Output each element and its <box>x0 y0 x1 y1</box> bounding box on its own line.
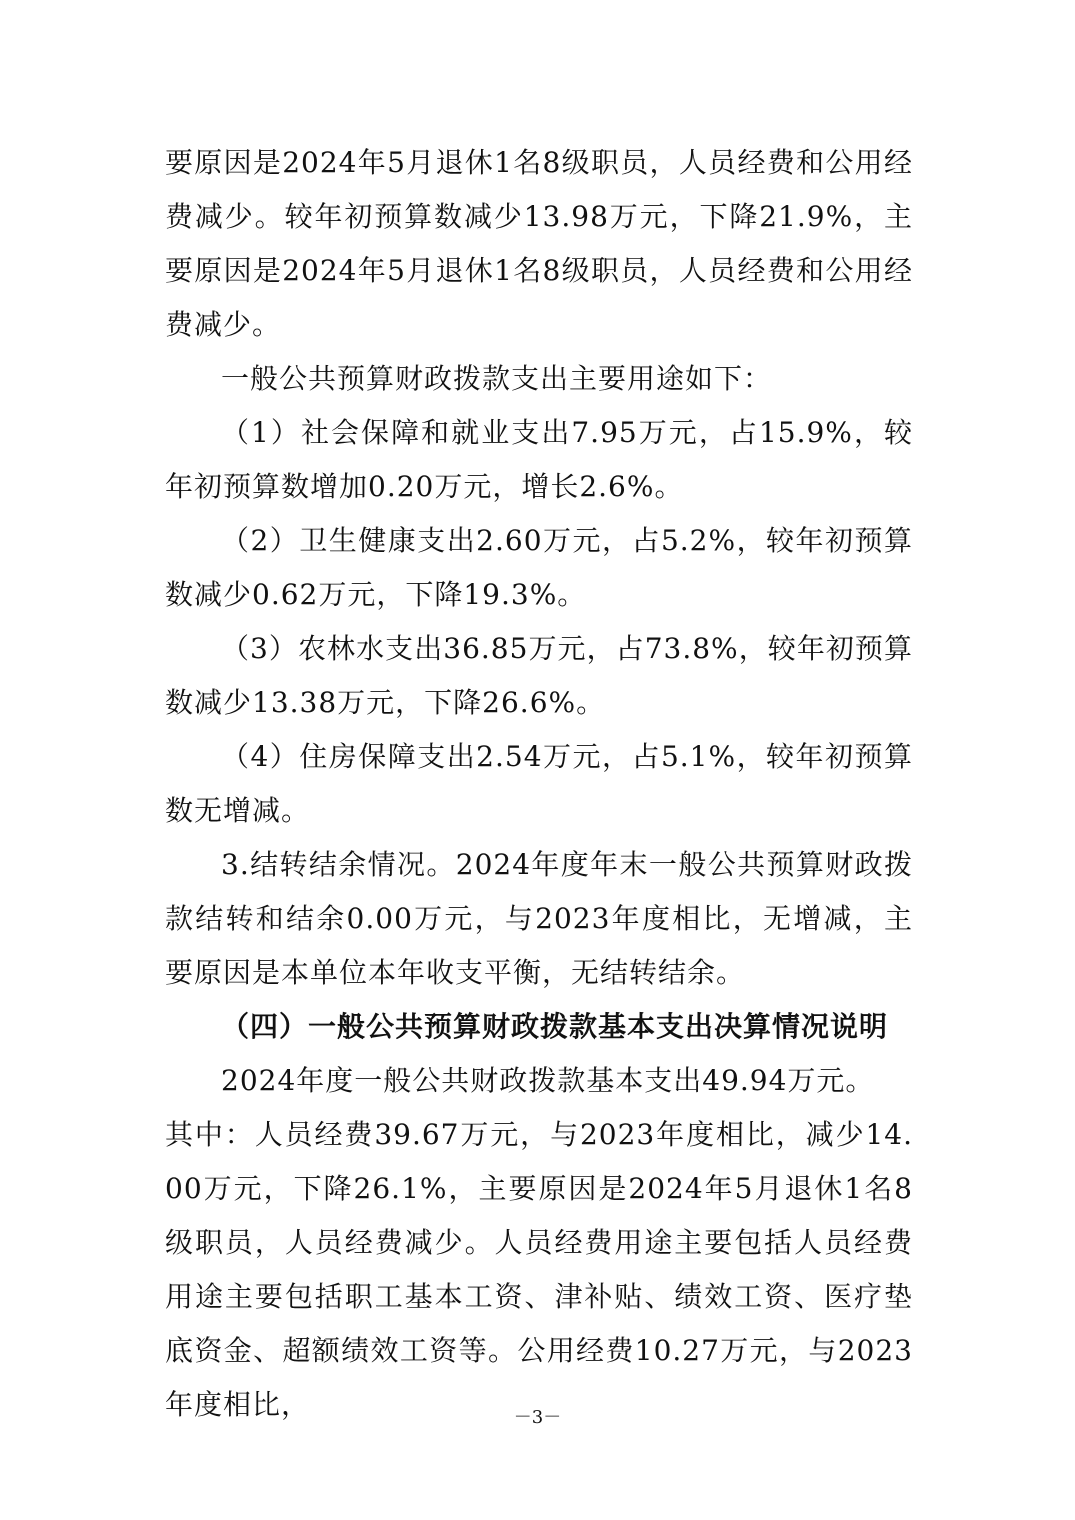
page-number: －3－ <box>513 1407 562 1428</box>
paragraph-expenditure-detail: 其中：人员经费39.67万元，与2023年度相比，减少14.00万元，下降26.1%，主要原因是2024年5月退休1名8级职员，人员经费减少。人员经费用途主要包括人员经费用途主要包括职工基本工资、津补贴、绩效工资、医疗垫底资金、超额绩效工资等。公用经费10.27万元，与2023年度相比， <box>165 1118 913 1421</box>
paragraph-item-3: （3）农林水支出36.85万元，占73.8%，较年初预算数减少13.38万元，下降26.6%。 <box>165 632 913 719</box>
paragraph-item-1: （1）社会保障和就业支出7.95万元，占15.9%，较年初预算数增加0.20万元，增长2.6%。 <box>165 416 913 503</box>
paragraph-usage-intro: 一般公共预算财政拨款支出主要用途如下： <box>221 362 773 395</box>
paragraph-item-2: （2）卫生健康支出2.60万元，占5.2%，较年初预算数减少0.62万元，下降19.3%。 <box>165 524 913 611</box>
body-text <box>165 136 913 1432</box>
paragraph-continued: 要原因是2024年5月退休1名8级职员，人员经费和公用经费减少。较年初预算数减少13.98万元，下降21.9%，主要原因是2024年5月退休1名8级职员，人员经费和公用经费减少。 <box>165 146 913 341</box>
paragraph-carryover: 3.结转结余情况。2024年度年末一般公共预算财政拨款结转和结余0.00万元，与2023年度相比，无增减，主要原因是本单位本年收支平衡，无结转结余。 <box>165 848 913 989</box>
paragraph-basic-expenditure: 2024年度一般公共财政拨款基本支出49.94万元。 <box>221 1064 875 1097</box>
paragraph-item-4: （4）住房保障支出2.54万元，占5.1%，较年初预算数无增减。 <box>165 740 913 827</box>
section-heading: （四）一般公共预算财政拨款基本支出决算情况说明 <box>221 1010 889 1043</box>
